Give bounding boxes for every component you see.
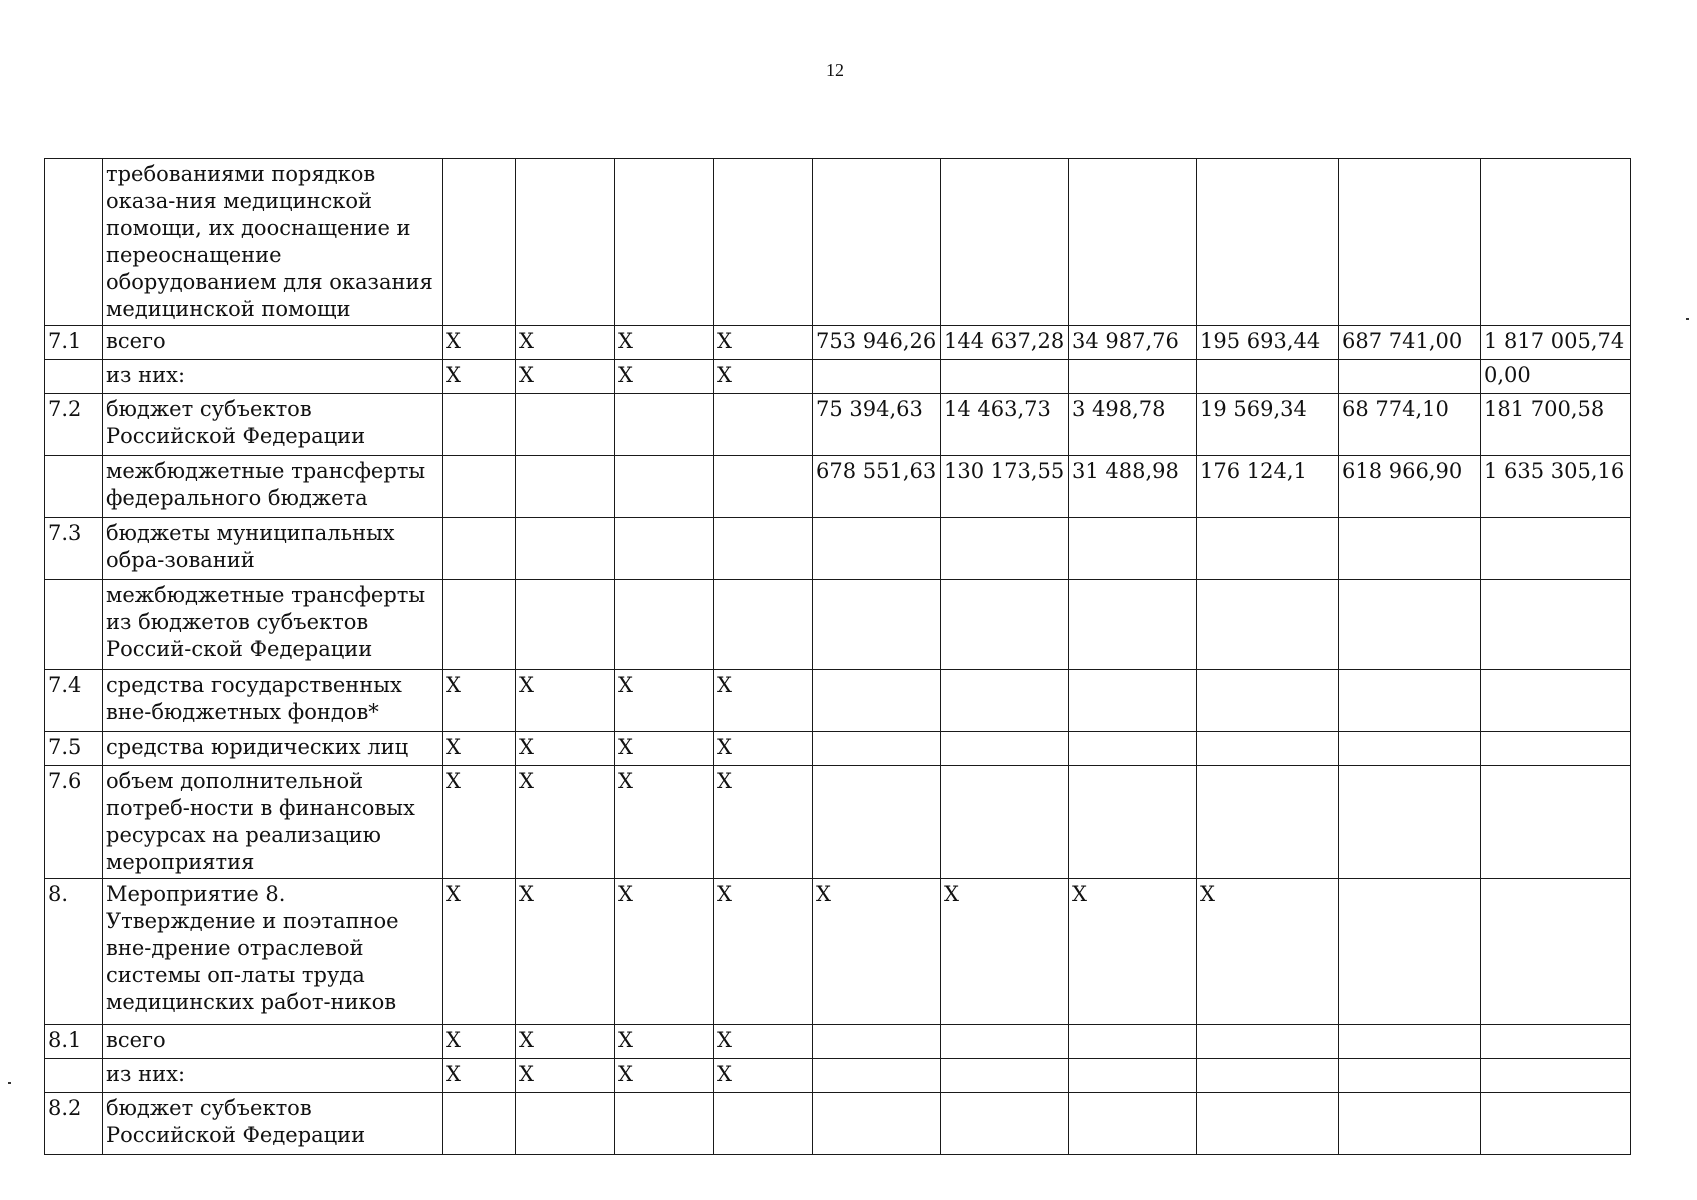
table-row <box>45 394 1631 456</box>
value-cell <box>813 159 941 326</box>
value-cell <box>1069 1059 1197 1093</box>
value-cell <box>813 518 941 580</box>
row-description: межбюджетные трансферты из бюджетов субъектов Россий-ской Федерации <box>103 580 443 670</box>
value-cell <box>1339 1093 1481 1155</box>
value-cell <box>1069 732 1197 766</box>
value-cell <box>615 580 714 670</box>
value-cell <box>1481 670 1631 732</box>
value-cell: 687 741,00 <box>1339 326 1481 360</box>
value-cell <box>516 580 615 670</box>
value-cell: X <box>714 360 813 394</box>
table-row <box>45 326 1631 360</box>
value-cell <box>1481 159 1631 326</box>
value-cell <box>941 518 1069 580</box>
table-row <box>45 879 1631 1025</box>
value-cell <box>615 394 714 456</box>
value-cell <box>443 1093 516 1155</box>
value-cell <box>1069 1093 1197 1155</box>
value-cell <box>1197 580 1339 670</box>
value-cell: X <box>714 326 813 360</box>
value-cell: X <box>714 670 813 732</box>
value-cell <box>1339 1059 1481 1093</box>
row-description: требованиями порядков оказа-ния медицинской помощи, их дооснащение и переоснащение оборудованием для оказания медицинской помощи <box>103 159 443 326</box>
value-cell: X <box>714 732 813 766</box>
value-cell: 68 774,10 <box>1339 394 1481 456</box>
value-cell: X <box>443 879 516 1025</box>
value-cell: X <box>615 1025 714 1059</box>
value-cell: 144 637,28 <box>941 326 1069 360</box>
table-row <box>45 159 1631 326</box>
value-cell <box>1481 1093 1631 1155</box>
value-cell <box>714 580 813 670</box>
row-code: 8. <box>45 879 103 1025</box>
budget-table <box>44 158 1631 1155</box>
value-cell: X <box>615 670 714 732</box>
value-cell: X <box>516 360 615 394</box>
row-description: объем дополнительной потреб-ности в финансовых ресурсах на реализацию мероприятия <box>103 766 443 879</box>
value-cell <box>813 580 941 670</box>
value-cell <box>714 394 813 456</box>
value-cell: 176 124,1 <box>1197 456 1339 518</box>
value-cell <box>443 394 516 456</box>
table-row <box>45 732 1631 766</box>
value-cell: X <box>615 360 714 394</box>
value-cell: X <box>615 326 714 360</box>
row-code: 8.2 <box>45 1093 103 1155</box>
value-cell: X <box>615 766 714 879</box>
value-cell <box>1339 879 1481 1025</box>
value-cell <box>615 159 714 326</box>
value-cell: X <box>1069 879 1197 1025</box>
value-cell <box>1339 360 1481 394</box>
value-cell <box>813 1093 941 1155</box>
row-code: 7.5 <box>45 732 103 766</box>
value-cell: X <box>714 879 813 1025</box>
table-row <box>45 456 1631 518</box>
value-cell <box>941 1093 1069 1155</box>
row-description: всего <box>103 326 443 360</box>
value-cell: X <box>443 360 516 394</box>
value-cell <box>1197 1059 1339 1093</box>
value-cell: X <box>615 879 714 1025</box>
row-code <box>45 456 103 518</box>
value-cell <box>1197 670 1339 732</box>
value-cell <box>1481 518 1631 580</box>
value-cell: 3 498,78 <box>1069 394 1197 456</box>
value-cell: 753 946,26 <box>813 326 941 360</box>
row-description: из них: <box>103 1059 443 1093</box>
scan-mark <box>1686 318 1689 320</box>
table-row <box>45 766 1631 879</box>
value-cell: 195 693,44 <box>1197 326 1339 360</box>
value-cell <box>1069 159 1197 326</box>
value-cell <box>1481 580 1631 670</box>
value-cell <box>813 670 941 732</box>
value-cell <box>941 580 1069 670</box>
value-cell <box>714 159 813 326</box>
value-cell <box>615 1093 714 1155</box>
value-cell: 75 394,63 <box>813 394 941 456</box>
value-cell <box>516 456 615 518</box>
value-cell: 0,00 <box>1481 360 1631 394</box>
value-cell <box>443 580 516 670</box>
row-code: 8.1 <box>45 1025 103 1059</box>
value-cell <box>516 1093 615 1155</box>
value-cell: 181 700,58 <box>1481 394 1631 456</box>
value-cell <box>1339 670 1481 732</box>
value-cell: X <box>1197 879 1339 1025</box>
scan-mark <box>8 1082 11 1084</box>
row-description: бюджет субъектов Российской Федерации <box>103 1093 443 1155</box>
value-cell <box>516 159 615 326</box>
table-row <box>45 580 1631 670</box>
value-cell: X <box>443 326 516 360</box>
value-cell <box>1481 1059 1631 1093</box>
value-cell: 1 817 005,74 <box>1481 326 1631 360</box>
table-row <box>45 1025 1631 1059</box>
value-cell <box>443 159 516 326</box>
value-cell <box>941 159 1069 326</box>
row-code: 7.1 <box>45 326 103 360</box>
row-code <box>45 360 103 394</box>
value-cell <box>443 456 516 518</box>
value-cell <box>1339 518 1481 580</box>
value-cell <box>1069 360 1197 394</box>
value-cell: X <box>443 1059 516 1093</box>
value-cell: X <box>443 1025 516 1059</box>
value-cell: X <box>714 1059 813 1093</box>
value-cell: X <box>941 879 1069 1025</box>
value-cell: X <box>516 670 615 732</box>
value-cell <box>941 670 1069 732</box>
value-cell: X <box>516 766 615 879</box>
value-cell <box>1069 670 1197 732</box>
value-cell: X <box>516 326 615 360</box>
value-cell: 34 987,76 <box>1069 326 1197 360</box>
row-description: средства государственных вне-бюджетных фондов* <box>103 670 443 732</box>
value-cell <box>1481 1025 1631 1059</box>
row-code <box>45 580 103 670</box>
value-cell <box>615 518 714 580</box>
value-cell <box>1481 732 1631 766</box>
value-cell <box>813 1025 941 1059</box>
value-cell: X <box>714 1025 813 1059</box>
value-cell <box>1197 732 1339 766</box>
value-cell: X <box>443 670 516 732</box>
value-cell: X <box>714 766 813 879</box>
value-cell <box>1069 518 1197 580</box>
page-number: 12 <box>826 60 844 80</box>
value-cell: 1 635 305,16 <box>1481 456 1631 518</box>
value-cell: 31 488,98 <box>1069 456 1197 518</box>
row-description: межбюджетные трансферты федерального бюджета <box>103 456 443 518</box>
value-cell <box>1069 766 1197 879</box>
value-cell <box>813 1059 941 1093</box>
value-cell: X <box>813 879 941 1025</box>
value-cell <box>1339 159 1481 326</box>
value-cell <box>1197 159 1339 326</box>
value-cell: 130 173,55 <box>941 456 1069 518</box>
table-row <box>45 518 1631 580</box>
value-cell <box>516 518 615 580</box>
value-cell <box>813 766 941 879</box>
value-cell: 618 966,90 <box>1339 456 1481 518</box>
row-code <box>45 159 103 326</box>
value-cell <box>1197 518 1339 580</box>
value-cell <box>714 1093 813 1155</box>
value-cell: X <box>615 732 714 766</box>
value-cell <box>1339 580 1481 670</box>
value-cell <box>941 1025 1069 1059</box>
value-cell <box>813 360 941 394</box>
value-cell: X <box>516 879 615 1025</box>
row-code: 7.3 <box>45 518 103 580</box>
value-cell <box>941 360 1069 394</box>
value-cell <box>1197 1093 1339 1155</box>
value-cell <box>1197 1025 1339 1059</box>
value-cell <box>941 732 1069 766</box>
value-cell <box>516 394 615 456</box>
table-row <box>45 360 1631 394</box>
value-cell: 19 569,34 <box>1197 394 1339 456</box>
value-cell <box>941 1059 1069 1093</box>
row-description: средства юридических лиц <box>103 732 443 766</box>
value-cell: X <box>516 1025 615 1059</box>
value-cell <box>1069 580 1197 670</box>
table-row <box>45 1093 1631 1155</box>
row-description: Мероприятие 8. Утверждение и поэтапное вне-дрение отраслевой системы оп-латы труда медицинских работ-ников <box>103 879 443 1025</box>
table-row <box>45 670 1631 732</box>
row-code: 7.4 <box>45 670 103 732</box>
row-description: из них: <box>103 360 443 394</box>
value-cell: X <box>516 1059 615 1093</box>
row-code: 7.6 <box>45 766 103 879</box>
row-description: всего <box>103 1025 443 1059</box>
value-cell <box>714 456 813 518</box>
row-code: 7.2 <box>45 394 103 456</box>
value-cell <box>1339 766 1481 879</box>
value-cell: X <box>516 732 615 766</box>
value-cell <box>813 732 941 766</box>
value-cell <box>1069 1025 1197 1059</box>
value-cell: X <box>443 766 516 879</box>
row-description: бюджет субъектов Российской Федерации <box>103 394 443 456</box>
value-cell: 14 463,73 <box>941 394 1069 456</box>
value-cell <box>1197 360 1339 394</box>
table-row <box>45 1059 1631 1093</box>
value-cell <box>443 518 516 580</box>
value-cell <box>941 766 1069 879</box>
value-cell <box>1197 766 1339 879</box>
value-cell <box>1339 732 1481 766</box>
value-cell <box>714 518 813 580</box>
value-cell: 678 551,63 <box>813 456 941 518</box>
value-cell <box>1481 766 1631 879</box>
value-cell <box>1339 1025 1481 1059</box>
row-code <box>45 1059 103 1093</box>
value-cell: X <box>443 732 516 766</box>
row-description: бюджеты муниципальных обра-зований <box>103 518 443 580</box>
value-cell <box>615 456 714 518</box>
value-cell: X <box>615 1059 714 1093</box>
value-cell <box>1481 879 1631 1025</box>
